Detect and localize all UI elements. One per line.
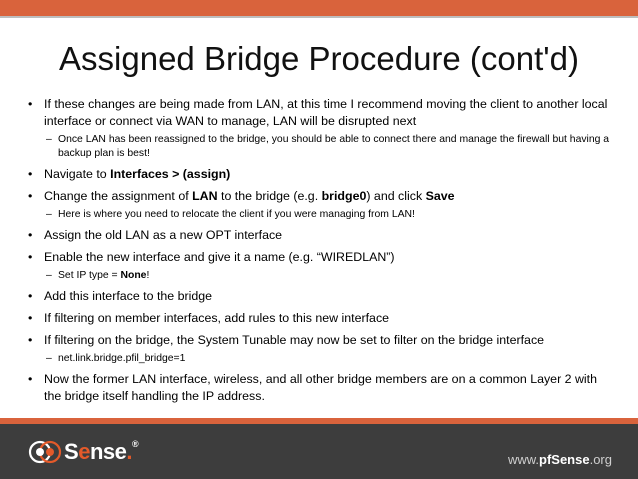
pfsense-logo-icon	[28, 440, 62, 464]
sub-bullet-text: Set IP type =	[58, 270, 121, 281]
bullet-bold-text: Interfaces > (assign)	[110, 167, 231, 181]
bullet-item: • Change the assignment of LAN to the bridge (e.g. bridge0) and click Save	[28, 189, 455, 203]
bullet-text: to the bridge (e.g.	[217, 189, 322, 203]
bullet-text: If filtering on the bridge, the System Tunable may now be set to filter on the bridge interface	[44, 333, 545, 347]
pfsense-logo	[28, 440, 138, 464]
sub-bullet-item: – net.link.bridge.pfil_bridge=1	[46, 353, 186, 364]
top-accent-bar	[0, 0, 638, 16]
bullet-item: • Now the former LAN interface, wireless, and all other bridge members are on a common Layer 2 with the bridge itself handling the IP address.	[28, 372, 598, 403]
bullet-text: Now the former LAN interface, wireless, and all other bridge members are on a common Layer 2 with the bridge itself handling the IP address.	[44, 372, 598, 403]
sub-bullet-bold-text: None	[120, 270, 147, 281]
bullet-item: • If filtering on the bridge, the System Tunable may now be set to filter on the bridge interface	[28, 333, 545, 347]
bullet-text: Change the assignment of	[44, 189, 193, 203]
bullet-item: • Navigate to Interfaces > (assign)	[28, 167, 231, 181]
bullet-text: ) and click	[366, 189, 426, 203]
bullet-item: • Enable the new interface and give it a name (e.g. “WIREDLAN”)	[28, 250, 395, 264]
bullet-item: • If these changes are being made from LAN, at this time I recommend moving the client to another local interface or connect via WAN to manage, LAN will be disrupted next	[28, 97, 608, 128]
bullet-item: • Assign the old LAN as a new OPT interface	[28, 228, 283, 242]
bullet-text: Add this interface to the bridge	[44, 289, 213, 303]
sub-bullet-item: – Once LAN has been reassigned to the bridge, you should be able to connect there and manage the firewall but having a backup plan is best!	[46, 134, 610, 159]
bullet-text: Navigate to	[44, 167, 111, 181]
bullet-item: • Add this interface to the bridge	[28, 289, 213, 303]
footer	[0, 424, 638, 479]
bullet-text: If filtering on member interfaces, add rules to this new interface	[44, 311, 390, 325]
slide-content	[22, 96, 612, 410]
bullet-bold-text: bridge0	[321, 189, 367, 203]
bullet-item: • If filtering on member interfaces, add rules to this new interface	[28, 311, 390, 325]
logo-wordmark: Sense.®	[64, 439, 139, 464]
bullet-bold-text: Save	[425, 189, 455, 203]
bullet-bold-text: LAN	[192, 189, 218, 203]
website-url: www.pfSense.org	[507, 452, 612, 467]
sub-bullet-item: – Here is where you need to relocate the client if you were managing from LAN!	[46, 209, 415, 220]
sub-bullet-text: !	[146, 270, 150, 281]
slide-title: Assigned Bridge Procedure (cont'd)	[59, 40, 579, 77]
bullet-text: Enable the new interface and give it a name (e.g. “WIREDLAN”)	[44, 250, 395, 264]
sub-bullet-text: Once LAN has been reassigned to the bridge, you should be able to connect there and manage the firewall but having a backup plan is best!	[58, 134, 610, 159]
bullet-text: If these changes are being made from LAN, at this time I recommend moving the client to another local interface or connect via WAN to manage, LAN will be disrupted next	[44, 97, 608, 128]
bullet-text: Assign the old LAN as a new OPT interface	[44, 228, 283, 242]
sub-bullet-text: Here is where you need to relocate the client if you were managing from LAN!	[58, 209, 415, 220]
top-divider	[0, 16, 638, 18]
sub-bullet-item: – Set IP type = None!	[46, 270, 150, 281]
sub-bullet-text: net.link.bridge.pfil_bridge=1	[58, 353, 186, 364]
